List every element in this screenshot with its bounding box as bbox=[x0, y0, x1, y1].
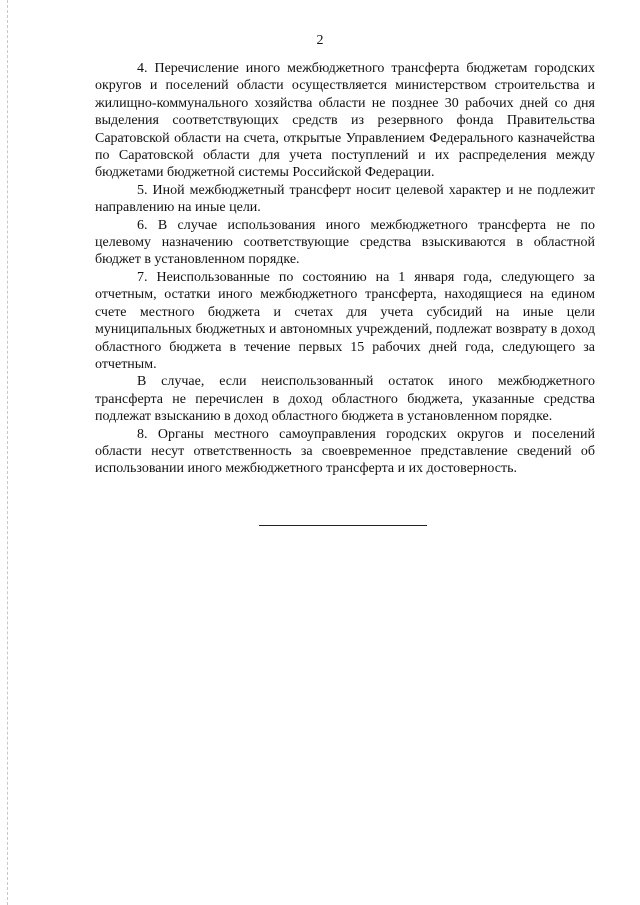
paragraph-7: 7. Неиспользованные по состоянию на 1 января года, следующего за отчетным, остатки иного межбюджетного трансферта, находящиеся на едином счете местного бюджета и счетах для учета субсидий на иные цели муниципальных бюджетных и автономных учреждений, подлежат возврату в доход областного бюджета в течение первых 15 рабочих дней года, следующего за отчетным. bbox=[95, 269, 595, 372]
end-separator-line bbox=[259, 525, 427, 526]
paragraph-7-continuation: В случае, если неиспользованный остаток иного межбюджетного трансферта не перечислен в доход областного бюджета, указанные средства подлежат взысканию в доход областного бюджета в установленном порядке. bbox=[95, 374, 595, 425]
paragraph-8: 8. Органы местного самоуправления городских округов и поселений области несут ответственность за своевременное представление сведений об использовании иного межбюджетного трансферта и их достоверность. bbox=[95, 426, 595, 477]
paragraph-4: 4. Перечисление иного межбюджетного трансферта бюджетам городских округов и поселений области осуществляется министерством строительства и жилищно-коммунального хозяйства области не позднее 30 рабочих дней со дня выделения соответствующих средств из резервного фонда Правительства Саратовской области на счета, открытые Управлением Федерального казначейства по Саратовской области для учета поступлений и их распределения между бюджетами бюджетной системы Российской Федерации. bbox=[95, 61, 595, 181]
page-number: 2 bbox=[316, 33, 324, 48]
paragraph-6: 6. В случае использования иного межбюджетного трансферта не по целевому назначению соответствующие средства взыскиваются в областной бюджет в установленном порядке. bbox=[95, 217, 595, 268]
paragraph-5: 5. Иной межбюджетный трансферт носит целевой характер и не подлежит направлению на иные цели. bbox=[95, 182, 595, 216]
document-body bbox=[95, 60, 595, 478]
page-edge-line bbox=[7, 0, 8, 905]
